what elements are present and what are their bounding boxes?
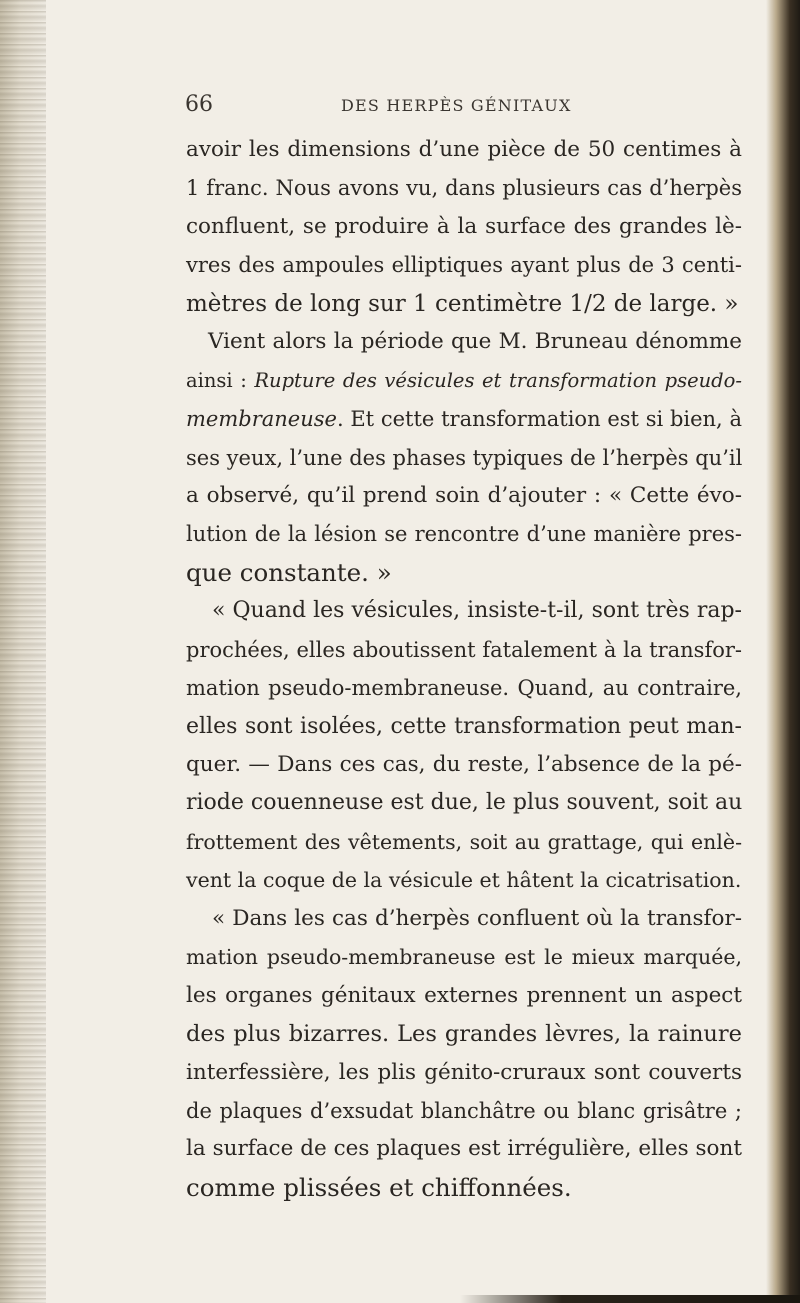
text-line: quer. — Dans ces cas, du reste, l’absence de la pé- (186, 752, 742, 777)
page-edge-shadow (766, 0, 800, 1303)
page-header (185, 92, 745, 118)
text-line: 1 franc. Nous avons vu, dans plusieurs cas d’herpès (186, 176, 742, 201)
text-line: avoir les dimensions d’une pièce de 50 centimes à (186, 137, 742, 162)
text-line: « Dans les cas d’herpès confluent où la transfor- (212, 905, 742, 931)
text-line: lution de la lésion se rencontre d’une manière pres- (186, 522, 742, 547)
text-line: elles sont isolées, cette transformation peut man- (186, 713, 742, 739)
text-line: de plaques d’exsudat blanchâtre ou blanc grisâtre ; (186, 1098, 742, 1123)
text-line: confluent, se produire à la surface des grandes lè- (186, 213, 742, 239)
italic-heading: Rupture des vésicules et transformation pseudo- (254, 368, 742, 392)
text-line (186, 400, 742, 438)
text-line: des plus bizarres. Les grandes lèvres, la rainure (186, 1021, 742, 1048)
text-line: Vient alors la période que M. Bruneau dénomme (208, 329, 742, 355)
page-number: 66 (185, 92, 213, 117)
running-title: DES HERPÈS GÉNITAUX (341, 96, 572, 115)
text-line: vres des ampoules elliptiques ayant plus de 3 centi- (186, 253, 742, 278)
text-line: mation pseudo-membraneuse est le mieux marquée, (186, 945, 742, 970)
text-line: ses yeux, l’une des phases typiques de l’herpès qu’il (186, 445, 743, 470)
text-span: . Et cette transformation est si bien, à (336, 407, 742, 432)
text-line (186, 362, 742, 400)
page-gutter-shadow (0, 0, 46, 1303)
text-span: ainsi : (186, 368, 255, 392)
text-line: interfessière, les plis génito-cruraux sont couverts (186, 1059, 742, 1085)
text-line: « Quand les vésicules, insiste-t-il, sont très rap- (212, 598, 742, 624)
body-text (186, 131, 742, 1207)
text-line: frottement des vêtements, soit au grattage, qui enlè- (186, 829, 742, 854)
text-line: vent la coque de la vésicule et hâtent la cicatrisation. (186, 868, 742, 893)
text-line: riode couenneuse est due, le plus souvent, soit au (186, 790, 743, 816)
page-bottom-shadow (460, 1295, 800, 1303)
text-line: que constante. » (186, 557, 392, 587)
text-line: a observé, qu’il prend soin d’ajouter : « Cette évo- (186, 482, 742, 508)
text-line: les organes génitaux externes prennent un aspect (186, 982, 742, 1008)
text-line: prochées, elles aboutissent fatalement à la transfor- (186, 637, 742, 662)
text-line: comme plissées et chiffonnées. (186, 1172, 572, 1202)
text-line: mation pseudo-membraneuse. Quand, au contraire, (186, 676, 742, 701)
italic-heading: membraneuse (186, 407, 337, 432)
text-line: mètres de long sur 1 centimètre 1/2 de large. » (186, 290, 739, 317)
text-line: la surface de ces plaques est irrégulière, elles sont (186, 1136, 742, 1162)
